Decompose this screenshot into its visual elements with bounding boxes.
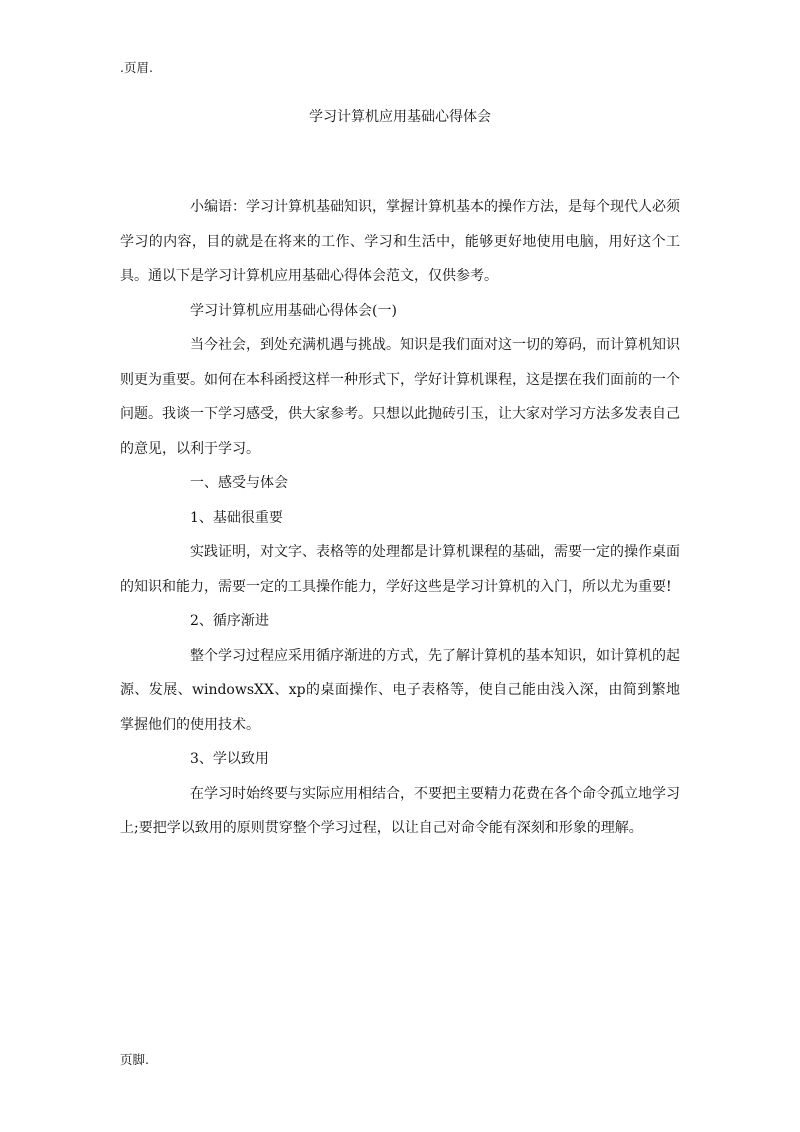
document-title: 学习计算机应用基础心得体会 — [309, 109, 491, 125]
paragraph: 实践证明，对文字、表格等的处理都是计算机课程的基础，需要一定的操作桌面的知识和能力，需要一定的工具操作能力，学好这些是学习计算机的入门，所以尤为重要! — [120, 544, 680, 595]
paragraph: 在学习时始终要与实际应用相结合，不要把主要精力花费在各个命令孤立地学习上;要把学以致用的原则贯穿整个学习过程，以让自己对命令能有深刻和形象的理解。 — [120, 785, 680, 836]
document-body — [120, 190, 680, 846]
paragraph-intro: 小编语：学习计算机基础知识，掌握计算机基本的操作方法，是每个现代人必须学习的内容，目的就是在将来的工作、学习和生活中，能够更好地使用电脑，用好这个工具。通以下是学习计算机应用基础心得体会范文，仅供参考。 — [120, 199, 680, 284]
page-footer: 页脚. — [120, 1052, 149, 1067]
section-heading: 学习计算机应用基础心得体会(一) — [190, 302, 397, 319]
page-header: .页眉. — [120, 60, 153, 75]
paragraph: 整个学习过程应采用循序渐进的方式，先了解计算机的基本知识，如计算机的起源、发展、windowsXX、xp的桌面操作、电子表格等，使自己能由浅入深，由简到繁地掌握他们的使用技术。 — [120, 647, 680, 733]
paragraph: 当今社会，到处充满机遇与挑战。知识是我们面对这一切的筹码，而计算机知识则更为重要。如何在本科函授这样一种形式下，学好计算机课程，这是摆在我们面前的一个问题。我谈一下学习感受，供大家参考。只想以此抛砖引玉，让大家对学习方法多发表自己的意见，以利于学习。 — [120, 337, 680, 457]
subsection-heading: 3、学以致用 — [190, 751, 269, 767]
subsection-heading: 1、基础很重要 — [190, 509, 283, 526]
section-heading: 一、感受与体会 — [190, 475, 288, 491]
subsection-heading: 2、循序渐进 — [190, 613, 269, 629]
